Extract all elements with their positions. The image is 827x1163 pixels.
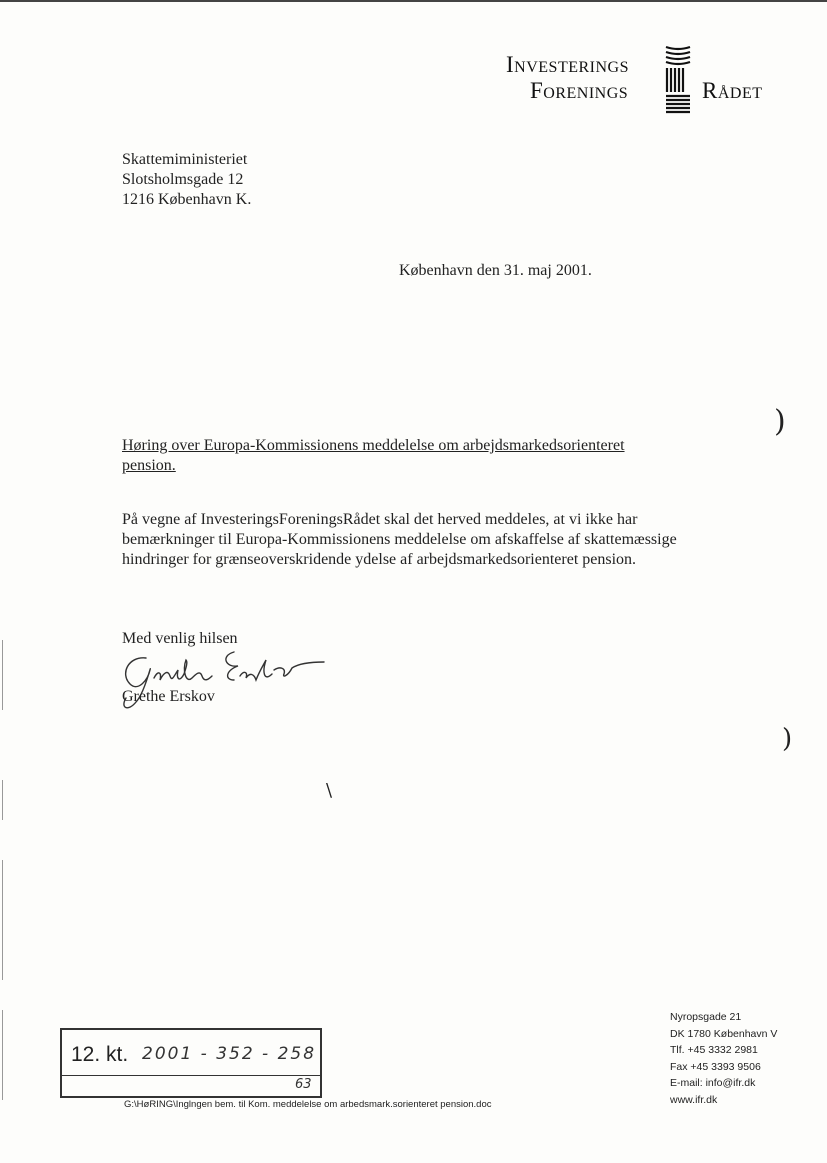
letter-subject: Høring over Europa-Kommissionens meddelelse om arbejdsmarkedsorienteret pension.	[122, 437, 625, 474]
contact-web: www.ifr.dk	[670, 1093, 718, 1106]
journal-stamp	[60, 1028, 322, 1098]
contact-fax: Fax +45 3393 9506	[670, 1060, 761, 1073]
contact-city: DK 1780 København V	[670, 1027, 778, 1040]
letter-body: På vegne af InvesteringsForeningsRådet skal det herved meddeles, at vi ikke har bemærkninger til Europa-Kommissionens meddelelse om afskaffelse af skattemæssige hindringer for grænseoverskridende ydelse af arbejdsmarkedsorienteret pension.	[122, 511, 677, 568]
recipient-street: Slotsholmsgade 12	[122, 171, 244, 188]
stamp-case-number: 2001 - 352 - 258	[142, 1044, 317, 1064]
scan-edge-mark	[2, 860, 3, 980]
contact-street: Nyropsgade 21	[670, 1011, 742, 1023]
logo-word-raadet: Rådet	[702, 78, 763, 103]
letter-date: København den 31. maj 2001.	[399, 262, 592, 279]
document-file-path: G:\HøRING\Inglngen bem. til Kom. meddelelse om arbedsmark.sorienteret pension.doc	[124, 1099, 492, 1110]
sender-contact-block	[670, 1009, 777, 1108]
stacked-lines-logo-icon	[662, 44, 694, 116]
stamp-divider	[62, 1075, 320, 1076]
stamp-label: 12. kt.	[71, 1043, 129, 1066]
logo-word-investerings: Investerings	[506, 52, 629, 77]
scan-mark: )	[774, 404, 786, 439]
contact-email: E-mail: info@ifr.dk	[670, 1077, 756, 1089]
stamp-sub-number: 63	[295, 1077, 312, 1092]
recipient-name: Skattemiministeriet	[122, 151, 248, 168]
signer-name: Grethe Erskov	[122, 688, 215, 705]
scan-edge-mark	[2, 1010, 3, 1100]
company-logo	[500, 40, 790, 120]
recipient-address	[122, 150, 251, 210]
logo-word-forenings: Forenings	[530, 78, 629, 103]
contact-phone: Tlf. +45 3332 2981	[670, 1044, 758, 1056]
scan-edge-mark	[2, 640, 3, 710]
top-scan-edge	[0, 0, 827, 2]
recipient-city: 1216 København K.	[122, 191, 252, 208]
scan-mark: \	[326, 780, 333, 801]
scan-mark: )	[782, 724, 793, 754]
closing-greeting: Med venlig hilsen	[122, 630, 238, 647]
scan-edge-mark	[2, 780, 3, 820]
